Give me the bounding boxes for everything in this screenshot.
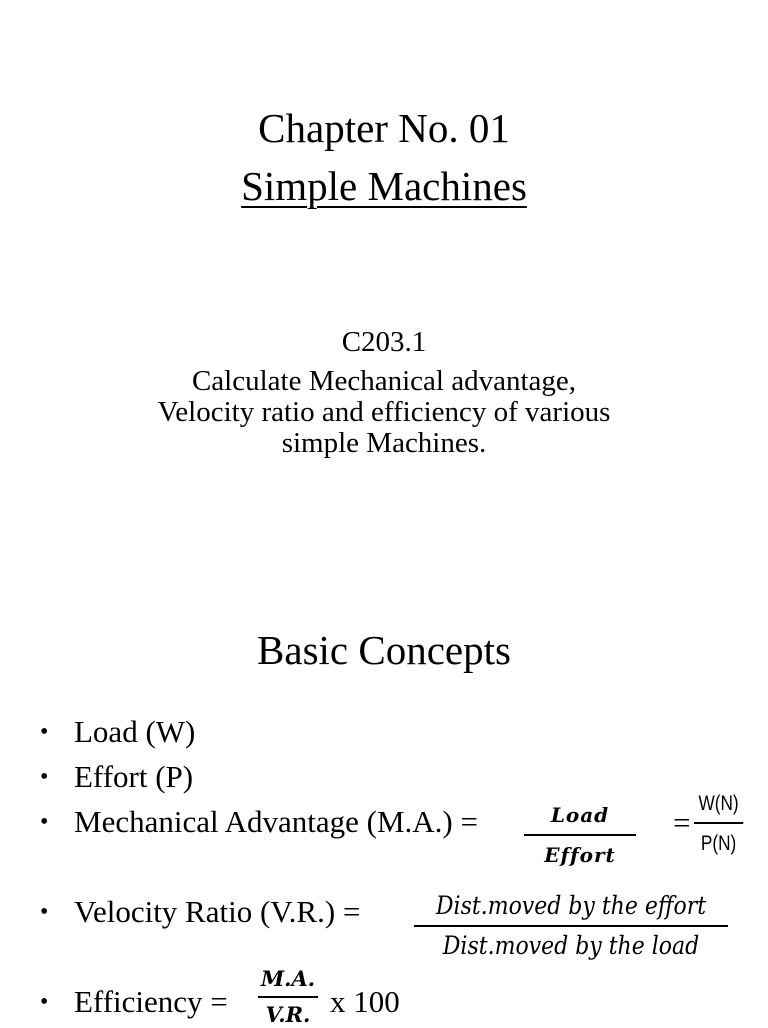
bullet-text: Effort (P) <box>74 759 194 794</box>
chapter-title: Simple Machines <box>241 163 527 209</box>
bullet-icon: • <box>40 764 49 790</box>
efficiency-multiplier: x 100 <box>330 984 400 1019</box>
course-outcome-code: C203.1 <box>341 326 427 358</box>
fraction-bar <box>694 822 743 824</box>
fraction-denominator: V.R. <box>265 1002 311 1027</box>
bullet-text: Load (W) <box>74 714 196 749</box>
fraction-bar <box>258 996 318 998</box>
fraction-numerator: M.A. <box>260 966 316 991</box>
fraction-numerator: W(N) <box>698 792 739 815</box>
ma-units-fraction <box>694 790 743 858</box>
bullet-mechanical-advantage <box>40 804 478 840</box>
bullet-efficiency <box>40 984 228 1020</box>
bullet-text: Velocity Ratio (V.R.) = <box>74 894 361 929</box>
bullet-velocity-ratio <box>40 894 360 930</box>
ma-fraction <box>524 802 636 868</box>
bullet-effort <box>40 759 193 795</box>
course-outcome-line: Calculate Mechanical advantage, <box>191 365 577 397</box>
fraction-denominator: Dist.moved by the load <box>442 931 700 960</box>
fraction-numerator: Dist.moved by the effort <box>435 891 707 920</box>
bullet-icon: • <box>40 719 49 745</box>
chapter-number: Chapter No. 01 <box>258 105 510 151</box>
equals-sign: = <box>673 805 691 840</box>
bullet-icon: • <box>40 989 49 1015</box>
bullet-load <box>40 714 195 750</box>
bullet-text: Efficiency = <box>74 984 228 1019</box>
fraction-denominator: Effort <box>544 843 616 867</box>
bullet-text: Mechanical Advantage (M.A.) = <box>74 804 478 839</box>
course-outcome-line: simple Machines. <box>281 427 487 459</box>
fraction-bar <box>414 925 728 927</box>
efficiency-fraction <box>258 966 318 1028</box>
fraction-bar <box>524 834 636 836</box>
course-outcome-line: Velocity ratio and efficiency of various <box>157 396 611 428</box>
vr-fraction <box>414 889 728 963</box>
bullet-icon: • <box>40 899 49 925</box>
section-heading: Basic Concepts <box>257 627 511 673</box>
fraction-numerator: Load <box>550 803 610 827</box>
fraction-denominator: P(N) <box>700 832 737 855</box>
bullet-icon: • <box>40 809 49 835</box>
